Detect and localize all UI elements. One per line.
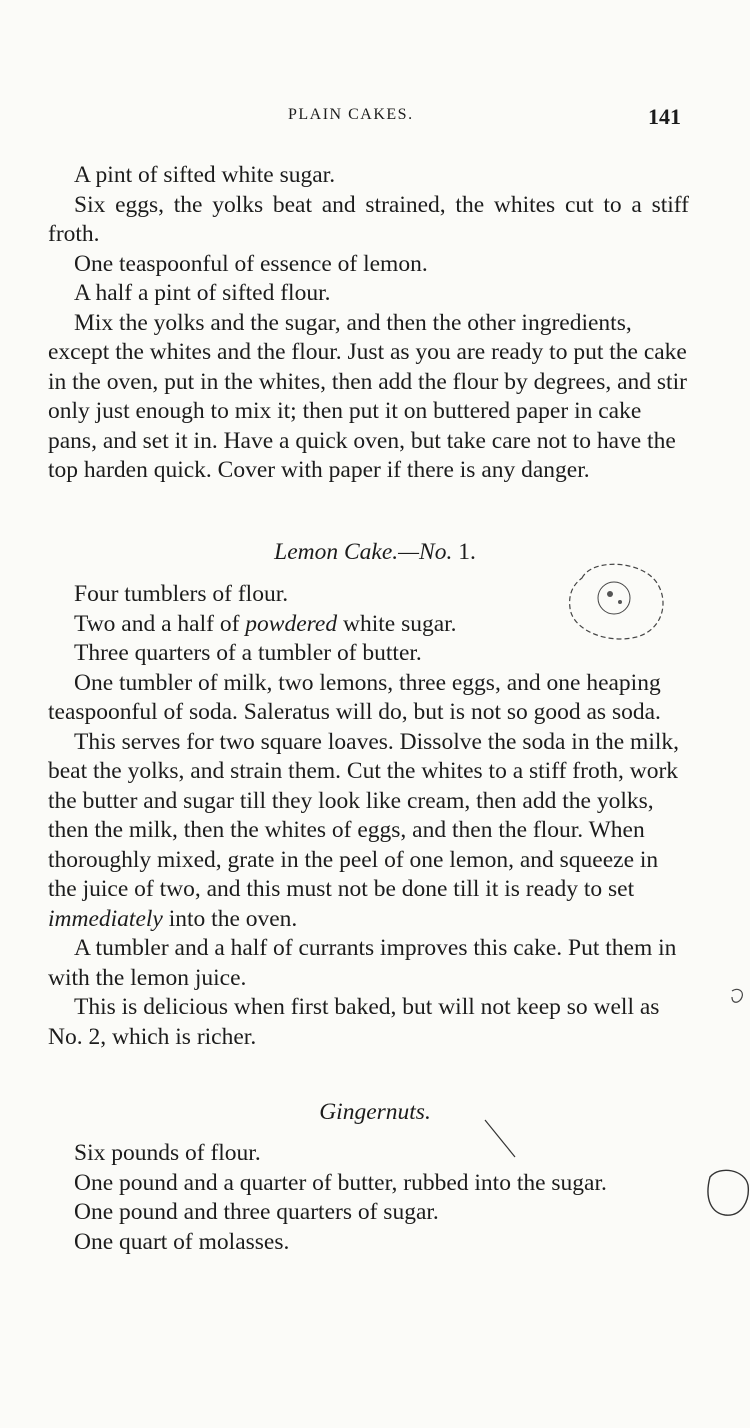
method-text: This serves for two square loaves. Dissolve the soda in the milk, beat the yolks, and strain them. Cut the whites to a stiff froth, work the butter and sugar till they look like cream, then add the yolks, then the milk, then the whites of eggs, and then the flour. When thoroughly mixed, grate in the peel of one lemon, and squeeze in the juice of two, and this must not be done till it is ready to set (48, 728, 680, 902)
method-text: into the oven. (162, 905, 298, 932)
ingredient-line (48, 610, 689, 640)
ingredient-text: Two and a half of (74, 610, 246, 637)
ingredient-line: One pound and a quarter of butter, rubbed into the sugar. (74, 1169, 607, 1196)
ingredient-line: One tumbler of milk, two lemons, three eggs, and one heaping teaspoonful of soda. Saleratus will do, but is not so good as soda. (48, 669, 661, 725)
page-edge-mark (700, 1165, 750, 1225)
ingredient-line: Three quarters of a tumbler of butter. (74, 640, 422, 666)
recipe-heading-lemon-cake (0, 539, 750, 566)
ingredient-line: Four tumblers of flour. (74, 581, 289, 607)
ingredient-line: One quart of molasses. (74, 1228, 290, 1255)
page-edge-mark (728, 985, 748, 1009)
method-paragraph (48, 728, 689, 935)
ingredient-text: white sugar. (337, 610, 457, 637)
gingernuts-block (48, 1139, 689, 1257)
emphasis-text: immediately (48, 905, 163, 932)
intro-block (48, 161, 689, 486)
page-number: 141 (648, 104, 681, 129)
lemon-cake-block (48, 580, 689, 1052)
note-paragraph: A tumbler and a half of currants improves this cake. Put them in with the lemon juice. (48, 935, 677, 991)
ingredient-line: A pint of sifted white sugar. (74, 162, 336, 188)
heading-number: 1. (458, 539, 476, 565)
ingredient-line: Six eggs, the yolks beat and strained, the whites cut to a stiff froth. (48, 191, 689, 247)
heading-title: Lemon Cake.—No. (274, 539, 453, 565)
recipe-heading-gingernuts (0, 1099, 750, 1126)
heading-title: Gingernuts. (319, 1099, 431, 1125)
ingredient-line: One pound and three quarters of sugar. (74, 1199, 439, 1225)
running-head: PLAIN CAKES. (288, 106, 414, 123)
method-paragraph: Mix the yolks and the sugar, and then the other ingredients, except the whites and the flour. Just as you are ready to put the cake in the oven, put in the whites, then add the flour by degrees, and stir only just enough to mix it; then put it on buttered paper in cake pans, and set it in. Have a quick oven, but take care not to have the top harden quick. Cover with paper if there is any danger. (48, 309, 687, 483)
ingredient-line: A half a pint of sifted flour. (74, 280, 331, 306)
ingredient-line: One teaspoonful of essence of lemon. (74, 250, 428, 277)
ingredient-line: Six pounds of flour. (74, 1140, 261, 1166)
emphasis-text: powdered (245, 610, 338, 637)
note-paragraph: This is delicious when first baked, but will not keep so well as No. 2, which is richer. (48, 994, 660, 1050)
